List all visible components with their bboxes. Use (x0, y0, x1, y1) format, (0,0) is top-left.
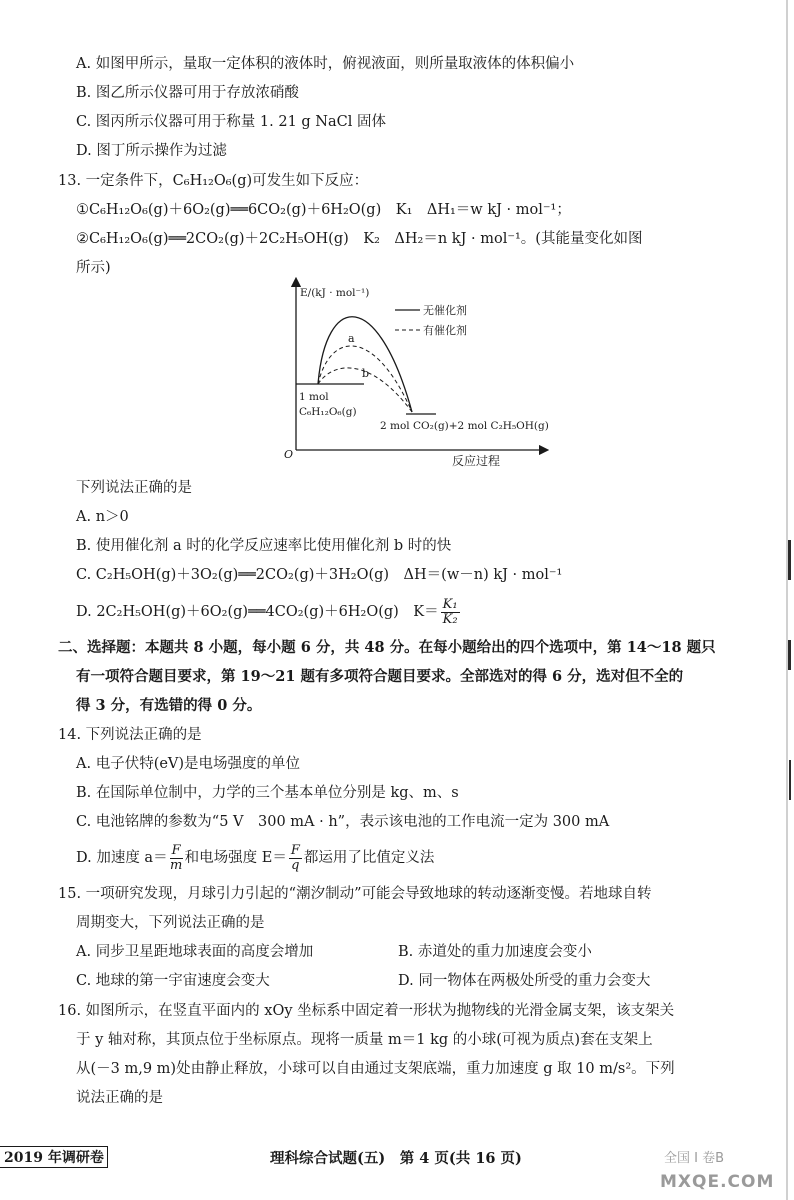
q13-option-d-text: D. 2C₂H₅OH(g)＋6O₂(g)══4CO₂(g)＋6H₂O(g) K＝ (76, 604, 439, 620)
q15-option-d: D. 同一物体在两极处所受的重力会变大 (398, 973, 651, 989)
q14-option-b: B. 在国际单位制中，力学的三个基本单位分别是 kg、m、s (76, 785, 459, 801)
field-fraction (289, 844, 302, 873)
product-label: 2 mol CO₂(g)+2 mol C₂H₅OH(g) (380, 420, 549, 432)
q14-option-c: C. 电池铭牌的参数为“5 V 300 mA · h”，表示该电池的工作电流一定为 300 mA (76, 814, 610, 830)
reactant-label-1: 1 mol (299, 391, 329, 403)
footer-year-label: 2019 年调研卷 (0, 1146, 108, 1168)
section-2-line-2: 有一项符合题目要求，第 19～21 题有多项符合题目要求。全部选对的得 6 分，选对但不全的 (76, 668, 684, 685)
uncatalyzed-curve (318, 317, 412, 412)
legend-solid-label: 无催化剂 (423, 304, 467, 317)
acceleration-denominator: m (169, 857, 183, 873)
section-2-line-1: 二、选择题：本题共 8 小题，每小题 6 分，共 48 分。在每小题给出的四个选项中，第 14～18 题只 (58, 639, 716, 656)
k-ratio-fraction (441, 598, 460, 627)
q13-reaction-2-cont: 所示) (76, 260, 111, 276)
k-ratio-numerator: K₁ (442, 596, 458, 612)
scan-mark (788, 640, 791, 670)
reactant-label-2: C₆H₁₂O₆(g) (299, 406, 357, 418)
q13-reaction-2: ②C₆H₁₂O₆(g)══2CO₂(g)＋2C₂H₅OH(g) K₂ ΔH₂＝n kJ · mol⁻¹。(其能量变化如图 (76, 231, 643, 247)
q14-option-d-pre: D. 加速度 a＝ (76, 850, 168, 866)
watermark-text: MXQE.COM (660, 1172, 775, 1192)
q15-line-2: 周期变大，下列说法正确的是 (76, 915, 265, 931)
curve-label-b: b (362, 367, 370, 380)
q13-option-c: C. C₂H₅OH(g)＋3O₂(g)══2CO₂(g)＋3H₂O(g) ΔH＝(w－n) kJ · mol⁻¹ (76, 567, 563, 583)
field-denominator: q (291, 857, 300, 873)
q13-option-d (76, 597, 462, 627)
q13-reaction-1: ①C₆H₁₂O₆(g)＋6O₂(g)══6CO₂(g)＋6H₂O(g) K₁ ΔH₁＝w kJ · mol⁻¹； (76, 202, 571, 218)
q12-option-c: C. 图丙所示仪器可用于称量 1. 21 g NaCl 固体 (76, 114, 386, 130)
q12-option-b: B. 图乙所示仪器可用于存放浓硝酸 (76, 85, 299, 101)
scan-mark (788, 540, 791, 580)
q12-option-a: A. 如图甲所示，量取一定体积的液体时，俯视液面，则所量取液体的体积偏小 (76, 56, 575, 72)
q16-line-2: 于 y 轴对称，其顶点位于坐标原点。现将一质量 m＝1 kg 的小球(可视为质点)套在支架上 (76, 1032, 653, 1048)
q16-line-3: 从(－3 m,9 m)处由静止释放，小球可以自由通过支架底端，重力加速度 g 取 10 m/s²。下列 (76, 1061, 675, 1077)
q13-stem: 13. 一定条件下，C₆H₁₂O₆(g)可发生如下反应： (58, 173, 369, 189)
footer-exam-region: 全国 I 卷B (664, 1151, 725, 1166)
q14-stem: 14. 下列说法正确的是 (58, 727, 202, 743)
q14-option-a: A. 电子伏特(eV)是电场强度的单位 (76, 756, 301, 772)
field-numerator: F (290, 842, 300, 858)
scan-mark (789, 760, 791, 800)
q14-option-d-mid: 和电场强度 E＝ (184, 850, 287, 866)
acceleration-fraction (170, 844, 183, 873)
acceleration-numerator: F (171, 842, 181, 858)
q12-option-d: D. 图丁所示操作为过滤 (76, 143, 227, 159)
q14-option-d-post: 都运用了比值定义法 (303, 850, 435, 866)
y-axis-label: E/(kJ · mol⁻¹) (300, 287, 370, 299)
q14-option-d (76, 843, 434, 873)
k-ratio-denominator: K₂ (442, 611, 458, 627)
curve-label-a: a (348, 332, 355, 345)
energy-diagram (280, 276, 570, 468)
q16-line-1: 16. 如图所示，在竖直平面内的 xOy 坐标系中固定着一形状为抛物线的光滑金属支架，该支架关 (58, 1003, 675, 1019)
q15-line-1: 15. 一项研究发现，月球引力引起的“潮汐制动”可能会导致地球的转动逐渐变慢。若地球自转 (58, 886, 652, 902)
q15-option-c: C. 地球的第一宇宙速度会变大 (76, 973, 270, 989)
q13-option-b: B. 使用催化剂 a 时的化学反应速率比使用催化剂 b 时的快 (76, 538, 452, 554)
page-edge (786, 0, 788, 1200)
origin-label: O (284, 448, 294, 461)
q13-option-a: A. n＞0 (76, 509, 129, 525)
q13-question: 下列说法正确的是 (76, 480, 192, 496)
x-axis-label: 反应过程 (452, 454, 501, 468)
q16-line-4: 说法正确的是 (76, 1090, 163, 1106)
legend-dashed-label: 有催化剂 (423, 324, 467, 337)
q15-option-b: B. 赤道处的重力加速度会变小 (398, 944, 592, 960)
footer-page-info: 理科综合试题(五) 第 4 页(共 16 页) (270, 1150, 522, 1167)
q15-option-a: A. 同步卫星距地球表面的高度会增加 (76, 944, 314, 960)
section-2-line-3: 得 3 分，有选错的得 0 分。 (76, 697, 262, 714)
